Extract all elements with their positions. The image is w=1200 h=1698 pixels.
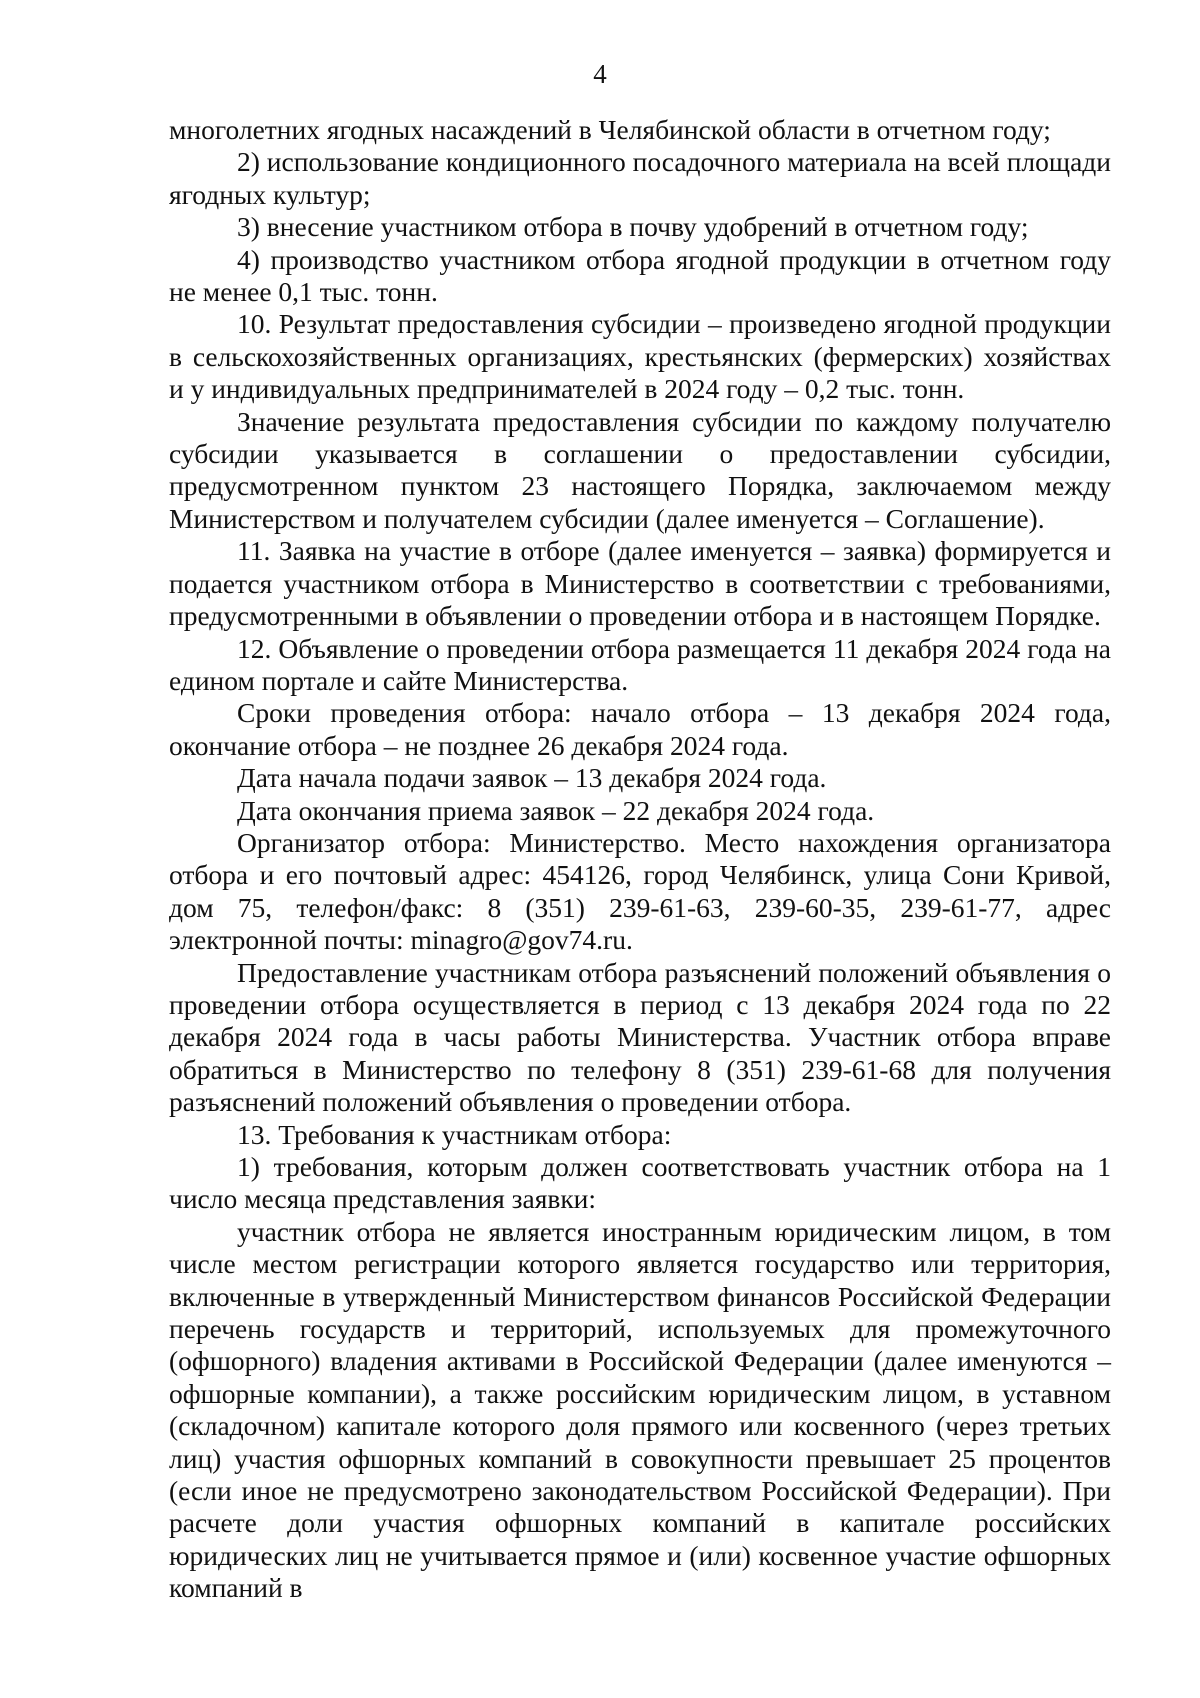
paragraph-application-start: Дата начала подачи заявок – 13 декабря 2024 года. xyxy=(237,762,827,794)
paragraph-continuation: многолетних ягодных насаждений в Челябинской области в отчетном году; xyxy=(169,114,1051,145)
paragraph-offshore-requirement: участник отбора не является иностранным юридическим лицом, в том числе местом регистрации которого является государство или территория, включенные в утвержденный Министерством финансов Российской Федерации перечень государств и территорий, используемых для промежуточного (офшорного) владения активами в Российской Федерации (далее именуются – офшорные компании), а также российским юридическим лицом, в уставном (складочном) капитале которого доля прямого или косвенного (через третьих лиц) участия офшорных компаний в совокупности превышает 25 процентов (если иное не предусмотрено законодательством Российской Федерации). При расчете доли участия офшорных компаний в капитале российских юридических лиц не учитывается прямое и (или) косвенное участие офшорных компаний в xyxy=(169,1215,1111,1604)
paragraph-requirements-1: 1) требования, которым должен соответствовать участник отбора на 1 число месяца представления заявки: xyxy=(169,1151,1111,1215)
page-number: 4 xyxy=(593,59,607,89)
paragraph-organizer: Организатор отбора: Министерство. Место нахождения организатора отбора и его почтовый адрес: 454126, город Челябинск, улица Сони Кривой, дом 75, телефон/факс: 8 (351) 239-61-63, 239-60-35, 239-61-77, адрес электронной почты: minagro@gov74.ru. xyxy=(169,826,1111,956)
paragraph-section-10: 10. Результат предоставления субсидии – произведено ягодной продукции в сельскохозяйственных организациях, крестьянских (фермерских) хозяйствах и у индивидуальных предпринимателей в 2024 году – 0,2 тыс. тонн. xyxy=(169,308,1111,405)
paragraph-clarifications: Предоставление участникам отбора разъяснений положений объявления о проведении отбора осуществляется в период с 13 декабря 2024 года по 22 декабря 2024 года в часы работы Министерства. Участник отбора вправе обратиться в Министерство по телефону 8 (351) 239-61-68 для получения разъяснений положений объявления о проведении отбора. xyxy=(169,956,1111,1118)
paragraph-selection-dates: Сроки проведения отбора: начало отбора – 13 декабря 2024 года, окончание отбора – не позднее 26 декабря 2024 года. xyxy=(169,697,1111,761)
paragraph-section-12: 12. Объявление о проведении отбора размещается 11 декабря 2024 года на едином портале и сайте Министерства. xyxy=(169,632,1111,696)
paragraph-item-3: 3) внесение участником отбора в почву удобрений в отчетном году; xyxy=(237,211,1029,243)
paragraph-item-2: 2) использование кондиционного посадочного материала на всей площади ягодных культур; xyxy=(169,146,1111,210)
paragraph-result-value: Значение результата предоставления субсидии по каждому получателю субсидии указывается в соглашении о предоставлении субсидии, предусмотренном пунктом 23 настоящего Порядка, заключаемом между Министерством и получателем субсидии (далее именуется – Соглашение). xyxy=(169,405,1111,534)
paragraph-application-end: Дата окончания приема заявок – 22 декабря 2024 года. xyxy=(237,794,875,826)
document-body xyxy=(169,114,1111,1605)
paragraph-item-4: 4) производство участником отбора ягодной продукции в отчетном году не менее 0,1 тыс. тонн. xyxy=(169,243,1111,308)
paragraph-section-13: 13. Требования к участникам отбора: xyxy=(237,1118,672,1150)
paragraph-section-11: 11. Заявка на участие в отборе (далее именуется – заявка) формируется и подается участником отбора в Министерство в соответствии с требованиями, предусмотренными в объявлении о проведении отбора и в настоящем Порядке. xyxy=(169,535,1111,632)
